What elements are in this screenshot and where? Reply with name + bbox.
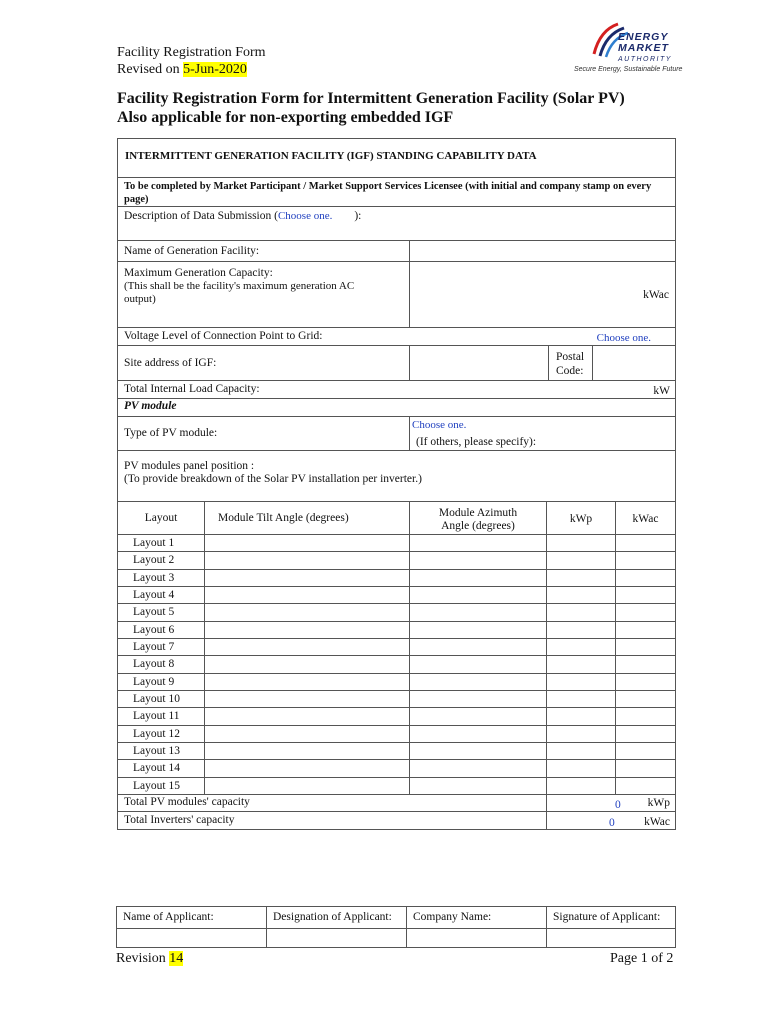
company-name-input[interactable] <box>406 928 547 948</box>
tilt-input[interactable] <box>204 534 410 552</box>
tilt-input[interactable] <box>204 569 410 587</box>
logo-line2: MARKET <box>618 42 669 54</box>
layout-name: Layout 9 <box>117 673 205 691</box>
company-name-label: Company Name: <box>406 906 547 929</box>
facility-name-label: Name of Generation Facility: <box>117 240 410 262</box>
signature-input[interactable] <box>546 928 676 948</box>
layout-name: Layout 6 <box>117 621 205 639</box>
pv-type-label: Type of PV module: <box>117 416 410 451</box>
postal-code-input[interactable] <box>592 345 676 381</box>
kwac-input[interactable] <box>615 725 676 743</box>
pv-type-other-label: (If others, please specify): <box>416 436 537 448</box>
azimuth-input[interactable] <box>409 777 547 795</box>
description-row <box>117 206 676 241</box>
kwp-input[interactable] <box>546 655 616 673</box>
azimuth-input[interactable] <box>409 707 547 725</box>
col-header-azimuth: Module Azimuth Angle (degrees) <box>409 501 547 535</box>
tilt-input[interactable] <box>204 621 410 639</box>
applicant-designation-input[interactable] <box>266 928 407 948</box>
tilt-input[interactable] <box>204 586 410 604</box>
kwp-input[interactable] <box>546 690 616 708</box>
kwp-input[interactable] <box>546 621 616 639</box>
kwp-input[interactable] <box>546 638 616 656</box>
kwp-input[interactable] <box>546 777 616 795</box>
postal-code-label: Postal Code: <box>548 345 593 381</box>
layout-name: Layout 1 <box>117 534 205 552</box>
kwac-input[interactable] <box>615 638 676 656</box>
tilt-input[interactable] <box>204 638 410 656</box>
applicant-designation-label: Designation of Applicant: <box>266 906 407 929</box>
logo-tagline: Secure Energy, Sustainable Future <box>574 66 683 73</box>
kwp-input[interactable] <box>546 742 616 760</box>
total-pv-value: 0 <box>615 799 621 811</box>
layout-name: Layout 4 <box>117 586 205 604</box>
azimuth-input[interactable] <box>409 621 547 639</box>
kwac-input[interactable] <box>615 586 676 604</box>
revised-prefix: Revised on <box>117 62 184 77</box>
kwac-input[interactable] <box>615 551 676 569</box>
facility-name-input[interactable] <box>409 240 676 262</box>
tilt-input[interactable] <box>204 603 410 621</box>
tilt-input[interactable] <box>204 673 410 691</box>
azimuth-input[interactable] <box>409 534 547 552</box>
voltage-dropdown[interactable]: Choose one. <box>596 332 651 344</box>
description-dropdown[interactable]: Choose one. <box>277 210 333 222</box>
load-unit: kW <box>653 385 670 397</box>
kwp-input[interactable] <box>546 586 616 604</box>
panel-position-note: (To provide breakdown of the Solar PV installation per inverter.) <box>124 473 422 485</box>
azimuth-input[interactable] <box>409 638 547 656</box>
layout-name: Layout 10 <box>117 690 205 708</box>
kwp-input[interactable] <box>546 603 616 621</box>
tilt-input[interactable] <box>204 690 410 708</box>
tilt-input[interactable] <box>204 725 410 743</box>
kwac-input[interactable] <box>615 569 676 587</box>
kwac-input[interactable] <box>615 759 676 777</box>
azimuth-input[interactable] <box>409 655 547 673</box>
site-address-label: Site address of IGF: <box>117 345 410 381</box>
kwac-input[interactable] <box>615 673 676 691</box>
max-capacity-label: Maximum Generation Capacity: <box>124 267 273 279</box>
revised-date: 5-Jun-2020 <box>183 62 247 77</box>
form-name: Facility Registration Form <box>117 45 266 60</box>
panel-position-cell <box>117 450 676 502</box>
revision-line <box>116 950 183 967</box>
total-pv-unit: kWp <box>647 797 670 809</box>
applicant-name-label: Name of Applicant: <box>116 906 267 929</box>
total-inv-cell <box>546 811 676 830</box>
total-pv-cell <box>546 794 676 812</box>
layout-name: Layout 2 <box>117 551 205 569</box>
col-header-layout: Layout <box>117 501 205 535</box>
load-label: Total Internal Load Capacity: <box>124 383 260 395</box>
page-title: Facility Registration Form for Intermittent Generation Facility (Solar PV) <box>117 90 625 107</box>
azimuth-input[interactable] <box>409 551 547 569</box>
layout-name: Layout 11 <box>117 707 205 725</box>
layout-name: Layout 15 <box>117 777 205 795</box>
max-capacity-label-cell <box>117 261 410 328</box>
kwp-input[interactable] <box>546 569 616 587</box>
azimuth-input[interactable] <box>409 569 547 587</box>
kwac-input[interactable] <box>615 621 676 639</box>
voltage-row <box>117 327 676 346</box>
layout-name: Layout 8 <box>117 655 205 673</box>
kwac-input[interactable] <box>615 655 676 673</box>
col-header-kwp: kWp <box>546 501 616 535</box>
signature-label: Signature of Applicant: <box>546 906 676 929</box>
section-heading: INTERMITTENT GENERATION FACILITY (IGF) STANDING CAPABILITY DATA <box>117 138 676 178</box>
panel-position-label: PV modules panel position : <box>124 460 255 472</box>
tilt-input[interactable] <box>204 655 410 673</box>
col-header-tilt: Module Tilt Angle (degrees) <box>204 501 410 535</box>
tilt-input[interactable] <box>204 707 410 725</box>
total-inv-unit: kWac <box>644 816 670 828</box>
revised-line <box>117 61 247 78</box>
col-header-kwac: kWac <box>615 501 676 535</box>
load-row <box>117 380 676 399</box>
layout-name: Layout 5 <box>117 603 205 621</box>
pv-type-cell <box>409 416 676 451</box>
pv-type-dropdown[interactable]: Choose one. <box>412 419 467 431</box>
layout-name: Layout 13 <box>117 742 205 760</box>
kwac-input[interactable] <box>615 534 676 552</box>
description-label: Description of Data Submission ( <box>124 210 278 222</box>
azimuth-input[interactable] <box>409 742 547 760</box>
total-inv-value: 0 <box>609 817 615 829</box>
kwp-input[interactable] <box>546 551 616 569</box>
azimuth-input[interactable] <box>409 603 547 621</box>
tilt-input[interactable] <box>204 759 410 777</box>
layout-name: Layout 3 <box>117 569 205 587</box>
azimuth-input[interactable] <box>409 759 547 777</box>
site-address-input[interactable] <box>409 345 549 381</box>
kwp-input[interactable] <box>546 707 616 725</box>
description-close: ): <box>354 210 362 222</box>
revision-number: 14 <box>169 951 184 966</box>
kwac-input[interactable] <box>615 777 676 795</box>
kwac-input[interactable] <box>615 603 676 621</box>
azimuth-input[interactable] <box>409 586 547 604</box>
page-number: Page 1 of 2 <box>610 951 674 966</box>
kwp-input[interactable] <box>546 673 616 691</box>
revision-label: Revision <box>116 951 170 966</box>
kwac-input[interactable] <box>615 742 676 760</box>
applicant-name-input[interactable] <box>116 928 267 948</box>
instruction-text: To be completed by Market Participant / Market Support Services Licensee (with initial and company stamp on every page) <box>117 177 676 207</box>
max-capacity-input[interactable] <box>409 261 676 328</box>
total-inv-label: Total Inverters' capacity <box>117 811 547 830</box>
layout-name: Layout 7 <box>117 638 205 656</box>
ema-logo <box>574 18 683 76</box>
max-capacity-note: (This shall be the facility's maximum generation AC output) <box>124 280 355 305</box>
max-capacity-unit: kWac <box>643 289 669 301</box>
tilt-input[interactable] <box>204 551 410 569</box>
voltage-label: Voltage Level of Connection Point to Grid: <box>124 330 323 342</box>
tilt-input[interactable] <box>204 777 410 795</box>
layout-name: Layout 14 <box>117 759 205 777</box>
tilt-input[interactable] <box>204 742 410 760</box>
kwp-input[interactable] <box>546 534 616 552</box>
total-pv-label: Total PV modules' capacity <box>117 794 547 812</box>
kwac-input[interactable] <box>615 707 676 725</box>
layout-name: Layout 12 <box>117 725 205 743</box>
pv-module-heading: PV module <box>117 398 676 416</box>
page-subtitle: Also applicable for non-exporting embedded IGF <box>117 109 454 126</box>
logo-line1: ENERGY <box>618 31 669 43</box>
kwp-input[interactable] <box>546 759 616 777</box>
logo-line3: AUTHORITY <box>618 56 672 63</box>
azimuth-input[interactable] <box>409 673 547 691</box>
azimuth-input[interactable] <box>409 690 547 708</box>
kwac-input[interactable] <box>615 690 676 708</box>
azimuth-input[interactable] <box>409 725 547 743</box>
kwp-input[interactable] <box>546 725 616 743</box>
